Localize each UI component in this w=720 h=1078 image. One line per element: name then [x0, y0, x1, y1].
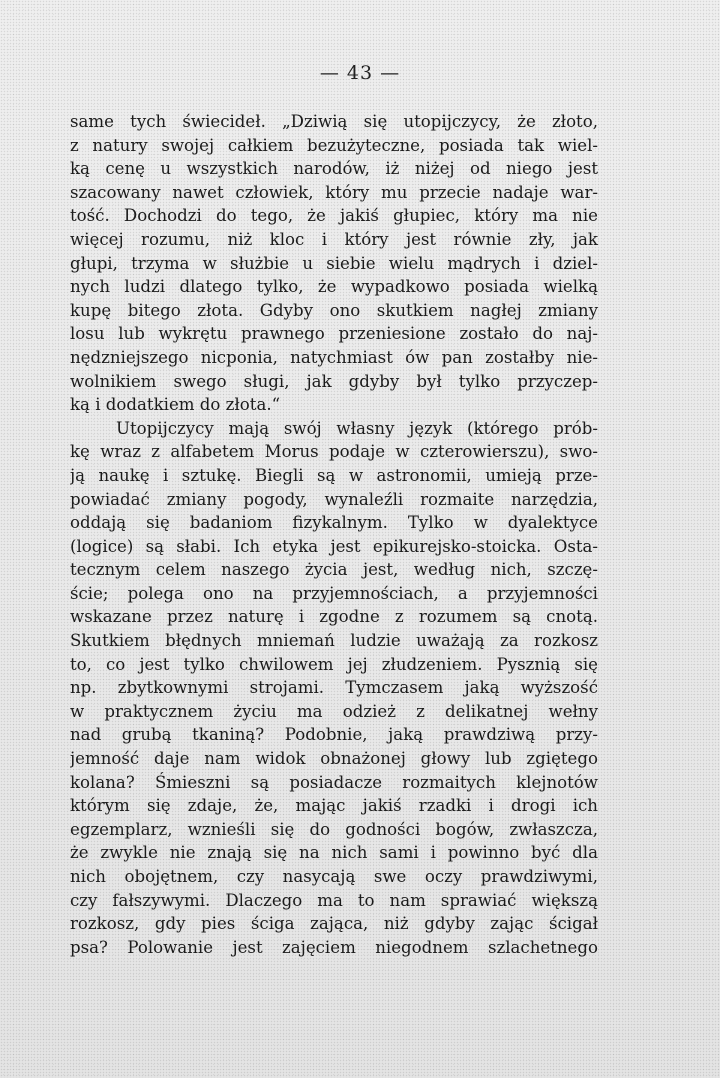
paragraph-start-line: Utopijczycy mają swój własny język (którego prób- — [116, 418, 598, 438]
text-line: ją naukę i sztukę. Biegli są w astronomii, umieją prze- — [70, 465, 598, 485]
text-line: to, co jest tylko chwilowem jej złudzeniem. Pysznią się — [70, 654, 598, 674]
text-line: np. zbytkownymi strojami. Tymczasem jaką wyższość — [70, 678, 598, 698]
text-line: same tych świecideł. „Dziwią się utopijczycy, że złoto, — [70, 112, 598, 131]
text-line: egzemplarz, wznieśli się do godności bogów, zwłaszcza, — [70, 819, 598, 839]
text-line: w praktycznem życiu ma odzież z delikatnej wełny — [70, 701, 598, 721]
paragraph-end-line: ką i dodatkiem do złota.“ — [70, 395, 281, 415]
text-line: (logice) są słabi. Ich etyka jest epikurejsko-stoicka. Osta- — [70, 536, 598, 556]
text-line: nich obojętnem, czy nasycają swe oczy prawdziwymi, — [70, 867, 598, 886]
text-line: więcej rozumu, niż kloc i który jest równie zły, jak — [70, 229, 598, 249]
text-line: losu lub wykrętu prawnego przeniesione zostało do naj- — [70, 324, 598, 344]
text-line: ście; polega ono na przyjemnościach, a przyjemności — [70, 583, 598, 603]
text-line: którym się zdaje, że, mając jakiś rzadki i drogi ich — [70, 796, 598, 816]
text-line: oddają się badaniom fizykalnym. Tylko w dyalektyce — [70, 513, 598, 533]
text-line: nad grubą tkaniną? Podobnie, jaką prawdziwą przy- — [70, 725, 598, 745]
text-line: rozkosz, gdy pies ściga zająca, niż gdyby zając ścigał — [70, 914, 598, 934]
text-line: wolnikiem swego sługi, jak gdyby był tylko przyczep- — [70, 371, 598, 391]
body-text — [70, 110, 598, 959]
text-line: ką cenę u wszystkich narodów, iż niżej od niego jest — [70, 159, 598, 179]
text-line: kę wraz z alfabetem Morus podaje w czterowierszu), swo- — [70, 442, 598, 462]
text-line: powiadać zmiany pogody, wynaleźli rozmaite narzędzia, — [70, 489, 598, 509]
text-line: kupę bitego złota. Gdyby ono skutkiem nagłej zmiany — [70, 300, 598, 320]
text-line: szacowany nawet człowiek, który mu przecie nadaje war- — [70, 182, 598, 202]
text-line: kolana? Śmieszni są posiadacze rozmaitych klejnotów — [70, 772, 598, 792]
text-line: czy fałszywymi. Dlaczego ma to nam sprawiać większą — [70, 890, 598, 910]
text-line: z natury swojej całkiem bezużyteczne, posiada tak wiel- — [70, 135, 598, 155]
text-line: nych ludzi dlatego tylko, że wypadkowo posiada wielką — [70, 277, 598, 297]
text-line: Skutkiem błędnych mniemań ludzie uważają za rozkosz — [70, 631, 598, 651]
page-number: — 43 — — [319, 62, 401, 84]
text-line: tecznym celem naszego życia jest, według nich, szczę- — [70, 560, 598, 580]
text-line: że zwykle nie znają się na nich sami i powinno być dla — [70, 843, 598, 863]
text-line: jemność daje nam widok obnażonej głowy lub zgiętego — [70, 749, 598, 769]
text-line: psa? Polowanie jest zajęciem niegodnem szlachetnego — [70, 937, 598, 957]
text-line: wskazane przez naturę i zgodne z rozumem są cnotą. — [70, 607, 598, 627]
text-line: nędzniejszego nicponia, natychmiast ów pan zostałby nie- — [70, 347, 598, 367]
text-line: tość. Dochodzi do tego, że jakiś głupiec, który ma nie — [70, 206, 598, 226]
text-line: głupi, trzyma w służbie u siebie wielu mądrych i dziel- — [70, 253, 598, 273]
